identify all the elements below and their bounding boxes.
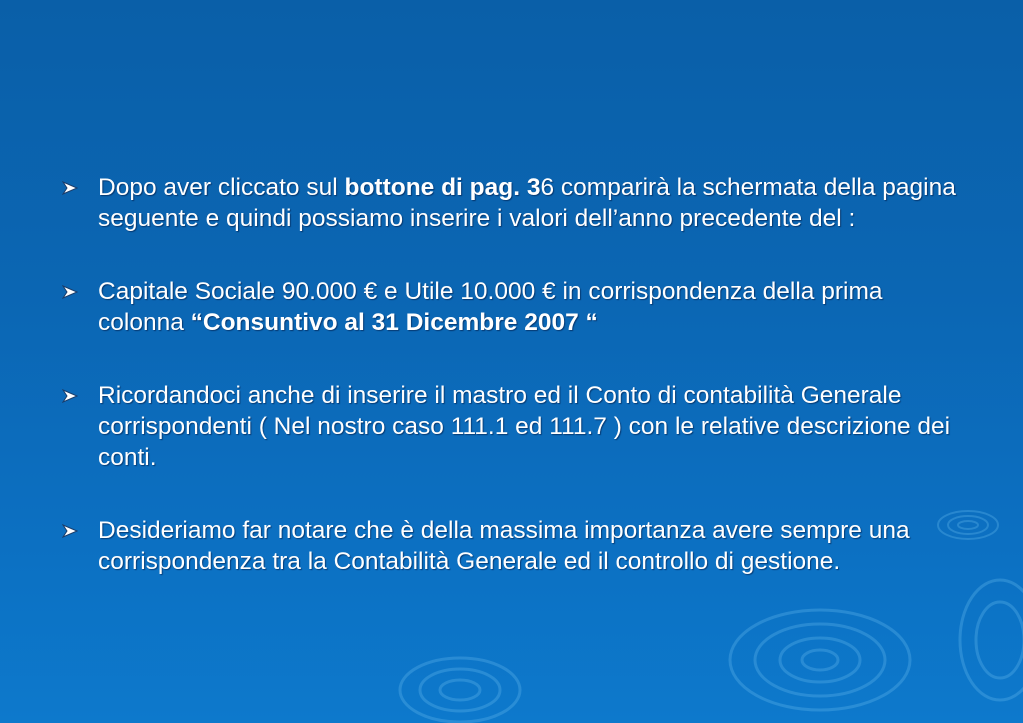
- arrowhead-bullet-icon: [62, 389, 78, 403]
- bullet-list: [62, 172, 962, 619]
- bullet-text-bold: “Consuntivo al 31 Dicembre 2007 “: [190, 309, 598, 336]
- arrowhead-bullet-icon: [62, 285, 78, 299]
- bullet-item-3: [62, 380, 962, 473]
- bullet-text: Ricordandoci anche di inserire il mastro ed il Conto di contabilità Generale corrispondenti ( Nel nostro caso 111.1 ed 111.7 ) con le relative descrizione dei conti.: [98, 382, 951, 471]
- bullet-item-4: [62, 515, 962, 577]
- arrowhead-bullet-icon: [62, 181, 78, 195]
- bullet-text: Desideriamo far notare che è della massima importanza avere sempre una corrispondenza tra la Contabilità Generale ed il controllo di gestione.: [98, 517, 910, 575]
- bullet-text-part: Dopo aver cliccato sul: [98, 174, 345, 201]
- bullet-text-part: Capitale Sociale 90.000 € e Utile 10.000 € in corrispondenza della prima colonna: [98, 278, 883, 336]
- bullet-text-bold: bottone di pag. 3: [344, 174, 541, 201]
- bullet-text-part: 6 comparirà la schermata della pagina seguente e quindi possiamo inserire i valori dell’anno precedente del :: [98, 174, 956, 232]
- bullet-item-1: [62, 172, 962, 234]
- bullet-item-2: [62, 276, 962, 338]
- arrowhead-bullet-icon: [62, 524, 78, 538]
